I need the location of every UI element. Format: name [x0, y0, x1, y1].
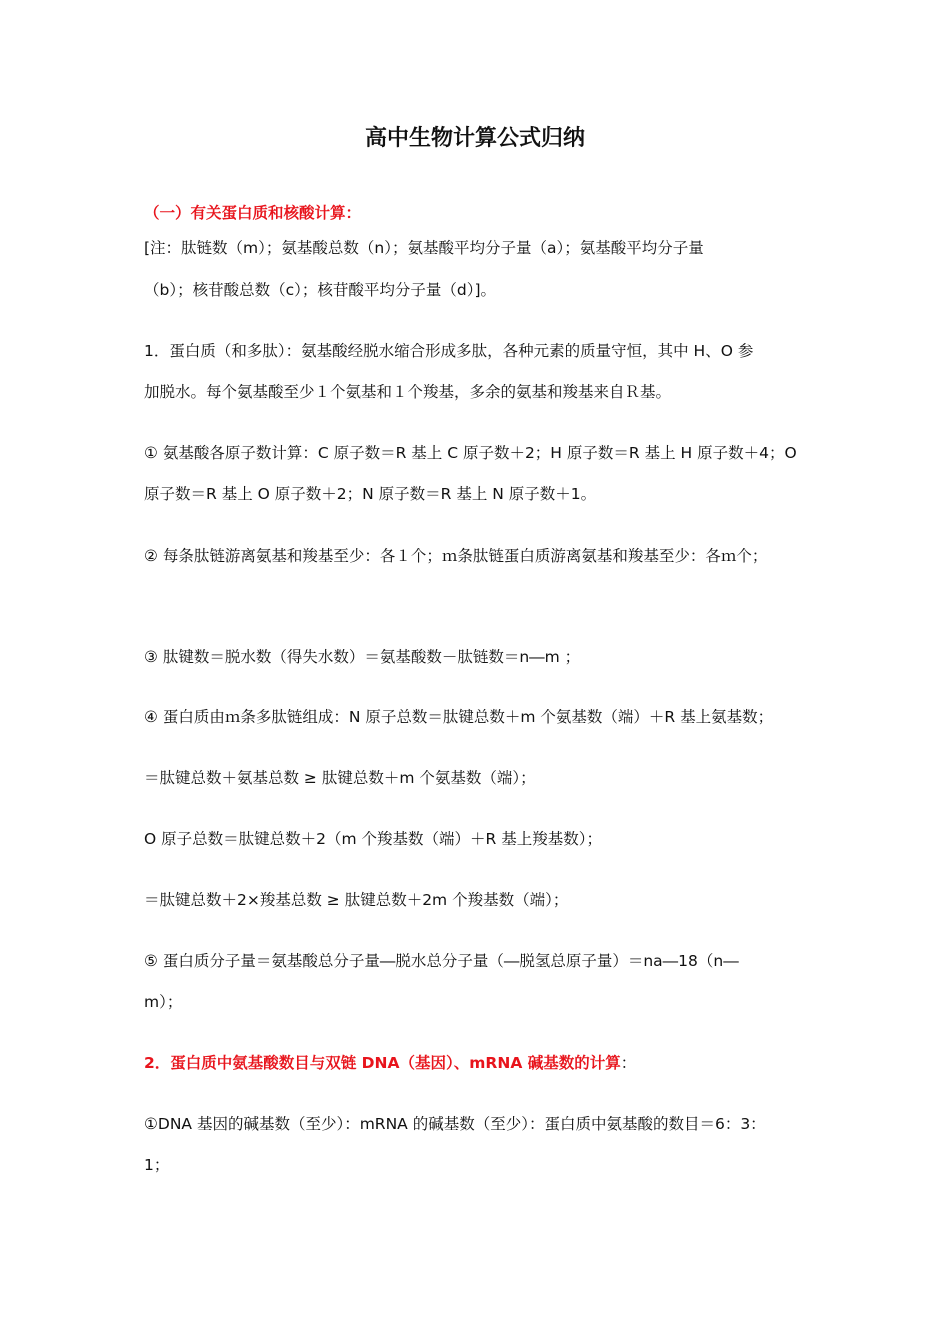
clause-1-line-1: ① 氨基酸各原子数计算：C 原子数＝R 基上 C 原子数＋2；H 原子数＝R 基上 H 原子数＋4；O — [144, 444, 797, 462]
clause-4-line-2: ＝肽键总数＋氨基总数 ≥ 肽键总数＋m 个氨基数（端）； — [144, 769, 536, 787]
section-2-clause-1-line-1: ①DNA 基因的碱基数（至少）：mRNA 的碱基数（至少）：蛋白质中氨基酸的数目＝6：3： — [144, 1115, 766, 1133]
clause-3-line-1: ③ 肽键数＝脱水数（得失水数）＝氨基酸数－肽链数＝n―m ； — [144, 648, 581, 666]
clause-2-line-1: ② 每条肽链游离氨基和羧基至少：各１个；ｍ条肽链蛋白质游离氨基和羧基至少：各ｍ个； — [144, 547, 768, 565]
section-2-heading — [144, 1052, 824, 1074]
note-line-1: [注：肽链数（m）；氨基酸总数（n）；氨基酸平均分子量（a）；氨基酸平均分子量 — [144, 239, 704, 257]
item-1-line-1: 1．蛋白质（和多肽）：氨基酸经脱水缩合形成多肽，各种元素的质量守恒，其中 H、O 参 — [144, 342, 754, 360]
clause-1-line-2: 原子数＝R 基上 O 原子数＋2；N 原子数＝R 基上 N 原子数＋1。 — [144, 485, 597, 503]
clause-4-line-3: O 原子总数＝肽键总数＋2（m 个羧基数（端）＋R 基上羧基数）； — [144, 830, 602, 848]
clause-5-line-2: m）； — [144, 993, 183, 1011]
clause-4-line-1: ④ 蛋白质由ｍ条多肽链组成：N 原子总数＝肽键总数＋m 个氨基数（端）＋R 基上氨基数； — [144, 708, 774, 726]
clause-5-line-1: ⑤ 蛋白质分子量＝氨基酸总分子量―脱水总分子量（―脱氢总原子量）＝na―18（n― — [144, 952, 739, 970]
section-2-heading-text: 2．蛋白质中氨基酸数目与双链 DNA（基因）、mRNA 碱基数的计算 — [144, 1054, 621, 1072]
section-heading-protein-nucleic-acid: （一）有关蛋白质和核酸计算： — [144, 204, 362, 222]
note-line-2: （b）；核苷酸总数（c）；核苷酸平均分子量（d）]。 — [144, 281, 496, 299]
clause-4-line-4: ＝肽键总数＋2×羧基总数 ≥ 肽键总数＋2m 个羧基数（端）； — [144, 891, 569, 909]
item-1-line-2: 加脱水。每个氨基酸至少１个氨基和１个羧基，多余的氨基和羧基来自Ｒ基。 — [144, 383, 672, 401]
section-2-heading-colon: ： — [620, 1054, 637, 1072]
page-title: 高中生物计算公式归纳 — [364, 125, 585, 151]
section-2-clause-1-line-2: 1； — [144, 1156, 170, 1174]
